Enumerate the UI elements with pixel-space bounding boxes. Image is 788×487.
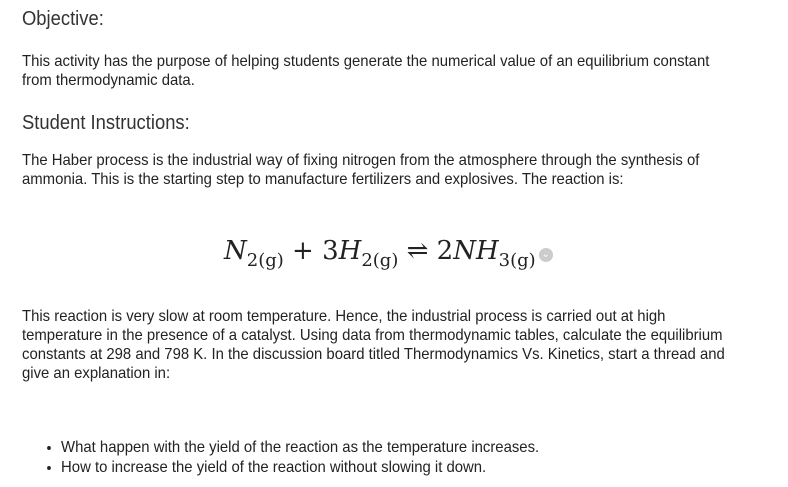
eq-nh3-sub: 3(g)	[498, 250, 536, 271]
eq-h2-sub: 2(g)	[361, 250, 399, 271]
eq-h2: H	[338, 236, 362, 266]
eq-n2-sub: 2(g)	[246, 250, 284, 271]
eq-plus: + 3	[283, 236, 339, 266]
instructions-heading: Student Instructions:	[22, 112, 190, 134]
objective-heading: Objective:	[22, 8, 104, 30]
chevron-down-icon[interactable]: ⌄	[539, 248, 553, 262]
list-item: • How to increase the yield of the reaction without slowing it down.	[61, 458, 539, 478]
question-list	[22, 438, 539, 478]
eq-arrow: ⇌ 2	[398, 236, 454, 266]
instructions-body: This reaction is very slow at room temperature. Hence, the industrial process is carried out at high temperature in the presence of a catalyst. Using data from thermodynamic tables, calculate the equilibrium constants at 298 and 798 K. In the discussion board titled Thermodynamics Vs. Kinetics, start a thread and give an explanation in:	[22, 308, 725, 382]
instructions-intro: The Haber process is the industrial way of fixing nitrogen from the atmosphere through the synthesis of ammonia. This is the starting step to manufacture fertilizers and explosives. The reaction is:	[22, 152, 700, 188]
reaction-equation	[224, 236, 553, 271]
objective-text: This activity has the purpose of helping students generate the numerical value of an equilibrium constant from thermodynamic data.	[22, 53, 710, 89]
list-item: • What happen with the yield of the reaction as the temperature increases.	[61, 438, 539, 458]
eq-n2: N	[224, 236, 247, 266]
eq-nh3: NH	[453, 236, 499, 266]
